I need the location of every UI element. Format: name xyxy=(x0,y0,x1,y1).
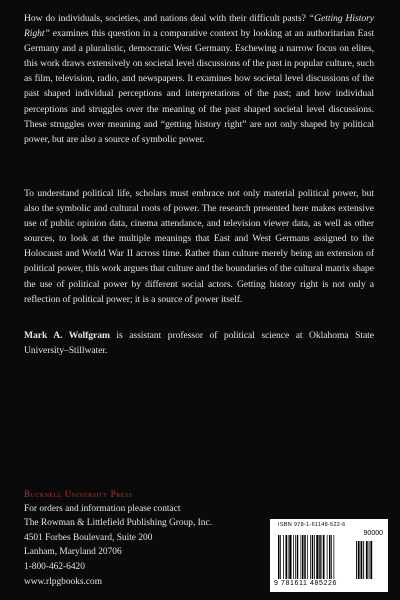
description-paragraph-2: To understand political life, scholars must embrace not only material political power, but also the symbolic and cultural roots of power. The research presented here makes extensive use of public opinion data, cinema attendance, and television viewer data, as well as other sources, to look at the multiple meanings that East and West Germans assigned to the Holocaust and World War II across time. Rather than culture merely being an extension of political power, this work argues that culture and the boundaries of the cultural matrix shape the use of political power by different social actors. Getting history right is not only a reflection of political power; it is a source of power itself. xyxy=(24,188,374,305)
author-bio-text: is assistant professor of political science at Oklahoma State University–Stillwater. xyxy=(24,330,374,357)
isbn-label: ISBN 978-1-61148-522-6 xyxy=(278,522,346,528)
description-text: examines this question in a comparative context by looking at an authoritarian East Germany and a pluralistic, democratic West Germany. Eschewing a narrow focus on elites, this work draws extensively on societal level discussions of the past in popular culture, such as film, television, radio, and newspapers. It examines how societal level discussions of the past shaped individual perceptions and interpretations of the past; and how individual perceptions and struggles over the meaning of the past shaped societal level discussions. These struggles over meaning and “getting history right” are not only shaped by political power, but are also a source of symbolic power. xyxy=(24,28,374,145)
imprint-line: 1-800-462-6420 xyxy=(24,561,85,572)
barcode-bars xyxy=(276,529,382,581)
press-name: Bucknell University Press xyxy=(24,489,133,499)
book-title-italic: “Getting History Right” xyxy=(24,13,374,40)
price-code: 90000 xyxy=(363,530,383,537)
imprint-line: The Rowman & Littlefield Publishing Group, Inc. xyxy=(24,518,212,529)
author-name: Mark A. Wolfgram xyxy=(24,330,110,341)
imprint-line: 4501 Forbes Boulevard, Suite 200 xyxy=(24,532,153,543)
publisher-imprint xyxy=(24,487,244,589)
imprint-line: For orders and information please contact xyxy=(24,503,181,514)
barcode-digits: 9 781611 485226 xyxy=(274,580,337,587)
imprint-line: Lanham, Maryland 20706 xyxy=(24,547,122,558)
isbn-barcode xyxy=(270,519,388,592)
description-paragraph-1 xyxy=(24,11,374,147)
intro-question: How do individuals, societies, and nations deal with their difficult pasts? xyxy=(24,13,309,24)
author-bio xyxy=(24,328,374,358)
imprint-website: www.rlpgbooks.com xyxy=(24,576,103,587)
